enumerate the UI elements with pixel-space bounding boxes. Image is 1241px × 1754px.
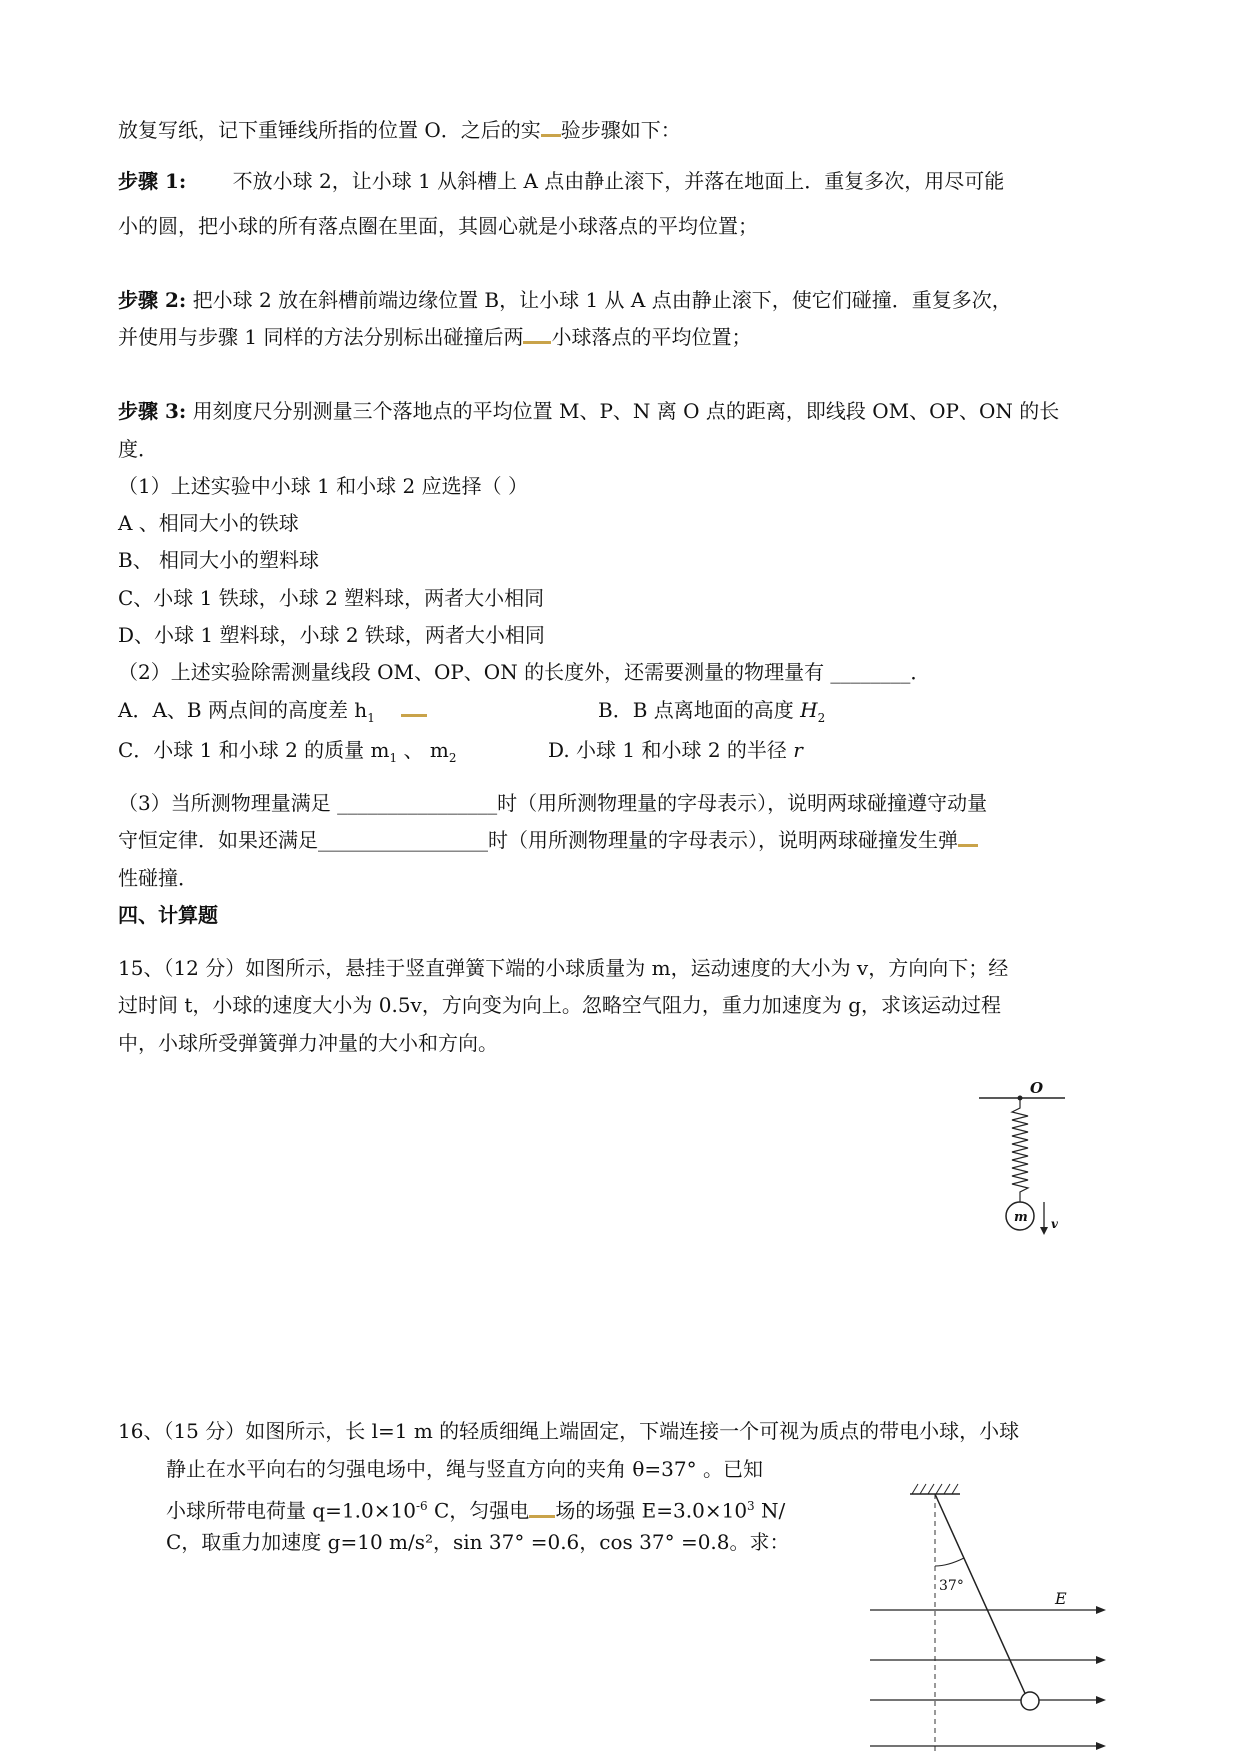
spring-coil bbox=[1012, 1098, 1028, 1202]
q2-option-c bbox=[118, 736, 456, 772]
p16-line1: 16、（15 分）如图所示，长 l=1 m 的轻质细绳上端固定，下端连接一个可视为质点的带电小球，小球 bbox=[118, 1419, 1020, 1443]
q2-d-var: r bbox=[793, 738, 803, 762]
p15-line1: 15、（12 分）如图所示，悬挂于竖直弹簧下端的小球质量为 m，运动速度的大小为 v，方向向下；经 bbox=[118, 956, 1009, 980]
p16-line3 bbox=[166, 1492, 785, 1525]
q2-c-text: C．小球 1 和小球 2 的质量 m bbox=[118, 738, 390, 762]
p16-line2: 静止在水平向右的匀强电场中，绳与竖直方向的夹角 θ=37° 。已知 bbox=[166, 1457, 763, 1481]
intro-text-b: 验步骤如下： bbox=[560, 118, 681, 142]
section-heading: 四、计算题 bbox=[118, 903, 218, 927]
q2-option-d bbox=[548, 736, 803, 764]
q2-c-sub2: 2 bbox=[448, 751, 457, 765]
gold-mark bbox=[541, 126, 561, 137]
q2-c-sub1: 1 bbox=[389, 751, 398, 765]
p16-sup1: -6 bbox=[415, 1499, 428, 1513]
q2-b-var: H bbox=[800, 698, 818, 722]
gold-mark bbox=[529, 1507, 555, 1518]
p16-text3c: 场的场强 E=3.0×10 bbox=[555, 1498, 748, 1523]
label-angle: 37° bbox=[939, 1578, 964, 1594]
q2-b-text: B．B 点离地面的高度 bbox=[598, 698, 801, 722]
q3-line3: 性碰撞． bbox=[118, 866, 198, 890]
q2-stem: （2）上述实验除需测量线段 OM、OP、ON 的长度外，还需要测量的物理量有 ________． bbox=[118, 660, 931, 684]
p16-line4: C，取重力加速度 g=10 m/s²，sin 37° =0.6，cos 37° =0.8。求： bbox=[166, 1530, 790, 1554]
step2-line1 bbox=[118, 286, 1012, 314]
q2-a-text: A．A、B 两点间的高度差 h bbox=[118, 698, 368, 722]
step1-label: 步骤 1: bbox=[118, 169, 187, 193]
q3-line1: （3）当所测物理量满足 ________________时（用所测物理量的字母表示），说明两球碰撞遵守动量 bbox=[118, 791, 988, 815]
pendulum-field-figure bbox=[860, 1478, 1110, 1754]
q3-text2: 守恒定律．如果还满足_________________时（用所测物理量的字母表示），说明两球碰撞发生弹 bbox=[118, 828, 958, 852]
gold-mark bbox=[401, 706, 427, 717]
label-v: v bbox=[1051, 1217, 1058, 1231]
charged-ball bbox=[1021, 1692, 1039, 1710]
step2-text1: 把小球 2 放在斜槽前端边缘位置 B，让小球 1 从 A 点由静止滚下，使它们碰撞．重复多次， bbox=[192, 288, 1012, 312]
step3-line2: 度． bbox=[118, 437, 158, 461]
angle-arc bbox=[935, 1558, 964, 1566]
step1-line1 bbox=[118, 167, 1004, 195]
step2-text2b: 小球落点的平均位置； bbox=[551, 325, 752, 349]
q2-c-mid: 、 m bbox=[397, 738, 449, 762]
label-e: E bbox=[1055, 1589, 1067, 1608]
p16-sup2: 3 bbox=[747, 1499, 755, 1513]
label-o: O bbox=[1030, 1079, 1044, 1097]
ceiling-hatch bbox=[912, 1484, 958, 1494]
gold-mark bbox=[958, 836, 978, 847]
q1-option-b: B、 相同大小的塑料球 bbox=[118, 548, 320, 572]
intro-text-a: 放复写纸，记下重锤线所指的位置 O．之后的实 bbox=[118, 118, 541, 142]
gold-mark bbox=[523, 333, 551, 344]
string bbox=[935, 1494, 1028, 1700]
step1-line2: 小的圆，把小球的所有落点圈在里面，其圆心就是小球落点的平均位置； bbox=[118, 214, 758, 238]
spring-figure bbox=[975, 1078, 1095, 1238]
velocity-arrowhead bbox=[1040, 1227, 1048, 1235]
label-m: m bbox=[1014, 1210, 1028, 1225]
q2-a-sub: 1 bbox=[367, 711, 375, 725]
q1-option-c: C、小球 1 铁球，小球 2 塑料球，两者大小相同 bbox=[118, 586, 545, 610]
p16-text3d: N/ bbox=[754, 1498, 786, 1523]
intro-line bbox=[118, 116, 681, 144]
p15-line3: 中，小球所受弹簧弹力冲量的大小和方向。 bbox=[118, 1031, 498, 1055]
p16-text3a: 小球所带电荷量 q=1.0×10 bbox=[166, 1498, 416, 1523]
q2-option-b bbox=[598, 696, 825, 732]
step3-text1: 用刻度尺分别测量三个落地点的平均位置 M、P、N 离 O 点的距离，即线段 OM、OP、ON 的长 bbox=[192, 399, 1060, 423]
p15-line2: 过时间 t，小球的速度大小为 0.5v，方向变为向上。忽略空气阻力，重力加速度为 g，求该运动过程 bbox=[118, 993, 1002, 1017]
step2-line2 bbox=[118, 323, 751, 351]
step2-label: 步骤 2: bbox=[118, 288, 187, 312]
q1-option-d: D、小球 1 塑料球，小球 2 铁球，两者大小相同 bbox=[118, 623, 545, 647]
q2-option-a bbox=[118, 696, 427, 732]
step3-label: 步骤 3: bbox=[118, 399, 187, 423]
step3-line1 bbox=[118, 397, 1059, 425]
field-arrowheads bbox=[1096, 1606, 1106, 1750]
step2-text2a: 并使用与步骤 1 同样的方法分别标出碰撞后两 bbox=[118, 325, 524, 349]
q1-stem: （1）上述实验中小球 1 和小球 2 应选择（ ） bbox=[118, 474, 528, 498]
q2-b-sub: 2 bbox=[817, 711, 826, 725]
q1-option-a: A 、相同大小的铁球 bbox=[118, 511, 299, 535]
p16-text3b: C，匀强电 bbox=[427, 1498, 530, 1523]
step1-text1: 不放小球 2，让小球 1 从斜槽上 A 点由静止滚下，并落在地面上．重复多次，用尽可能 bbox=[232, 169, 1005, 193]
q2-d-text: D. 小球 1 和小球 2 的半径 bbox=[548, 738, 794, 762]
q3-line2 bbox=[118, 826, 978, 854]
field-lines bbox=[870, 1610, 1096, 1746]
